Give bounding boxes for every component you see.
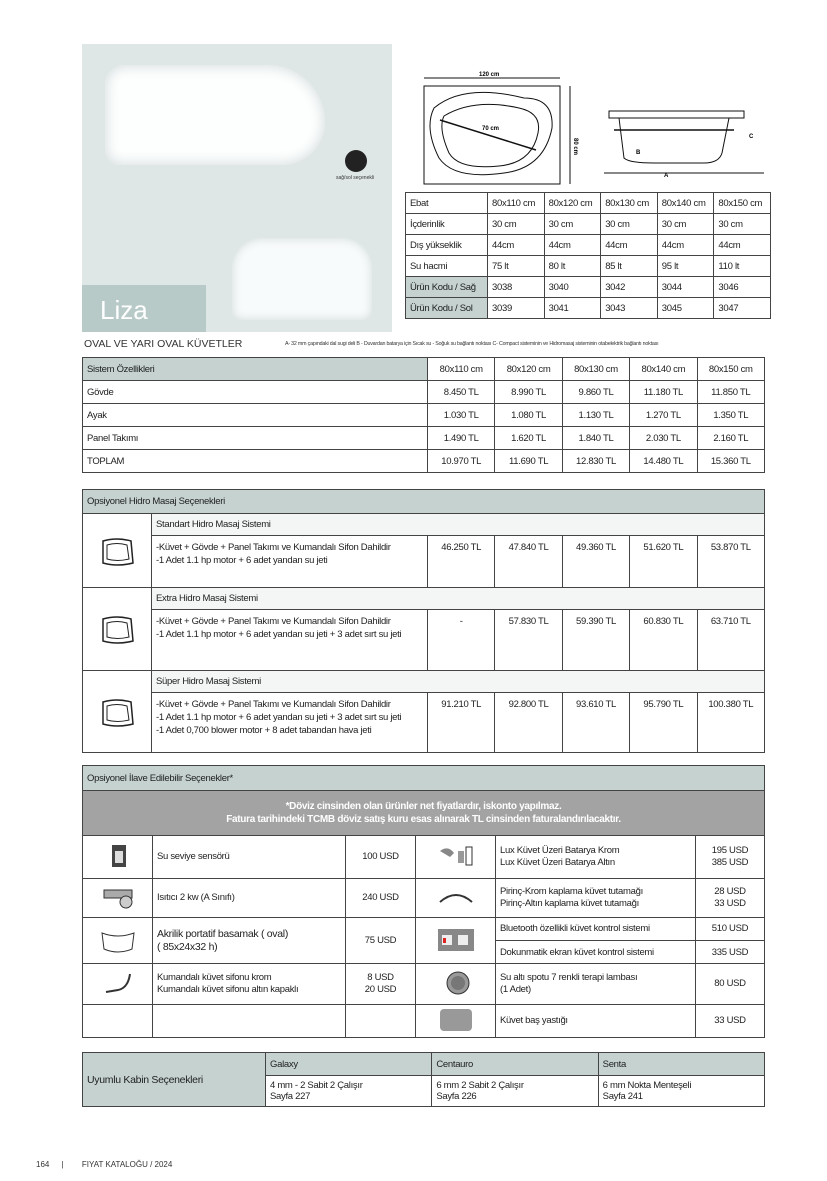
- spec-value: 85 lt: [601, 256, 658, 277]
- hydro-system-desc: [152, 693, 428, 753]
- option-name: [496, 964, 696, 1005]
- price-value: 11.850 TL: [697, 381, 764, 404]
- option-name: [496, 879, 696, 918]
- text-line: -1 Adet 1.1 hp motor + 6 adet yandan su jeti + 3 adet sırt su jeti: [156, 629, 402, 640]
- hydro-price: 92.800 TL: [495, 693, 562, 753]
- spec-value: 80 lt: [544, 256, 601, 277]
- option-name: [496, 836, 696, 879]
- price-value: 1.620 TL: [495, 427, 562, 450]
- specs-table: [405, 192, 771, 319]
- size-header: 80x110 cm: [428, 358, 495, 381]
- text-line: Pirinç-Altın kaplama küvet tutamağı: [500, 898, 639, 909]
- price-value: 1.350 TL: [697, 404, 764, 427]
- text-line: Kumandalı küvet sifonu krom: [157, 972, 272, 983]
- option-price: [346, 836, 416, 879]
- option-price: [696, 941, 765, 964]
- spec-value: 30 cm: [714, 214, 771, 235]
- hydro-price: 63.710 TL: [697, 610, 764, 671]
- option-price: [346, 879, 416, 918]
- spec-value: 3040: [544, 277, 601, 298]
- text-line: -1 Adet 1.1 hp motor + 6 adet yandan su jeti: [156, 555, 328, 566]
- tub-plan-icon: [97, 535, 137, 567]
- option-price: [696, 879, 765, 918]
- price-value: 10.970 TL: [428, 450, 495, 473]
- tub-plan-icon: [97, 696, 137, 728]
- empty-cell: [346, 1005, 416, 1038]
- price-value: 9.860 TL: [562, 381, 629, 404]
- hydro-system-name: Extra Hidro Masaj Sistemi: [152, 588, 765, 610]
- price-label: Gövde: [83, 381, 428, 404]
- spec-row: [406, 193, 771, 214]
- cabin-desc: [266, 1076, 432, 1107]
- hydro-header-row: [83, 490, 765, 514]
- step-icon: [98, 925, 138, 957]
- spec-value: 30 cm: [601, 214, 658, 235]
- hydro-icon-cell: [83, 588, 152, 671]
- cabin-desc: 6 mm Nokta Menteşeli: [602, 1080, 692, 1091]
- spec-value: 80x130 cm: [601, 193, 658, 214]
- pillow-icon: [436, 1005, 476, 1037]
- size-header: 80x140 cm: [630, 358, 697, 381]
- text-line: -Küvet + Gövde + Panel Takımı ve Kumandalı Sifon Dahildir: [156, 699, 391, 710]
- text-line: 33 USD: [714, 1015, 746, 1026]
- price-row: [83, 450, 765, 473]
- point-a-label: A: [664, 173, 669, 179]
- hydro-system-desc: [152, 536, 428, 588]
- option-icon-cell: [416, 1005, 496, 1038]
- option-name: [153, 836, 346, 879]
- price-label: TOPLAM: [83, 450, 428, 473]
- option-icon-cell: [416, 836, 496, 879]
- price-value: 1.490 TL: [428, 427, 495, 450]
- spec-value: 30 cm: [488, 214, 545, 235]
- heater-icon: [98, 882, 138, 914]
- spec-value: 30 cm: [544, 214, 601, 235]
- cabin-name-row: [83, 1053, 765, 1076]
- spec-label: Su hacmi: [406, 256, 488, 277]
- text-line: 28 USD: [714, 886, 746, 897]
- option-price: [346, 964, 416, 1005]
- spec-value: 3039: [488, 298, 545, 319]
- diagonal-dim-label: 70 cm: [482, 126, 500, 132]
- hydro-price: 57.830 TL: [495, 610, 562, 671]
- empty-cell: [83, 1005, 153, 1038]
- options-table: [82, 765, 765, 1038]
- sensor-icon: [98, 841, 138, 873]
- text-line: (1 Adet): [500, 984, 531, 995]
- hydro-massage-table: [82, 489, 765, 753]
- handle-icon: [436, 882, 476, 914]
- text-line: 20 USD: [364, 984, 397, 995]
- hydro-price: 49.360 TL: [562, 536, 629, 588]
- price-value: 12.830 TL: [562, 450, 629, 473]
- hydro-price: 60.830 TL: [630, 610, 697, 671]
- price-value: 1.840 TL: [562, 427, 629, 450]
- control-panel-icon: [436, 925, 476, 957]
- hydro-system-desc: [152, 610, 428, 671]
- price-value: 1.130 TL: [562, 404, 629, 427]
- spec-value: 44cm: [488, 235, 545, 256]
- spec-value: 44cm: [714, 235, 771, 256]
- price-value: 15.360 TL: [697, 450, 764, 473]
- text-line: 240 USD: [362, 892, 399, 903]
- option-row: [83, 879, 765, 918]
- cabin-page: Sayfa 241: [602, 1091, 643, 1102]
- depth-dim-label: 80 cm: [572, 138, 578, 156]
- spotlight-icon: [436, 968, 476, 1000]
- option-name: [153, 879, 346, 918]
- price-value: 2.030 TL: [630, 427, 697, 450]
- siphon-icon: [98, 968, 138, 1000]
- text-line: Lux Küvet Üzeri Batarya Krom: [500, 845, 620, 856]
- options-header: Opsiyonel İlave Edilebilir Seçenekler*: [83, 766, 765, 791]
- price-label: Panel Takımı: [83, 427, 428, 450]
- option-name: [496, 918, 696, 941]
- price-row: [83, 427, 765, 450]
- hydro-price: 93.610 TL: [562, 693, 629, 753]
- spec-value: 3044: [657, 277, 714, 298]
- options-notice-row: [83, 791, 765, 836]
- spec-value: 3041: [544, 298, 601, 319]
- hydro-price: 100.380 TL: [697, 693, 764, 753]
- cabin-desc: 6 mm 2 Sabit 2 Çalışır: [436, 1080, 524, 1091]
- footer-separator: |: [61, 1160, 64, 1169]
- hydro-icon-cell: [83, 514, 152, 588]
- hydro-price: 95.790 TL: [630, 693, 697, 753]
- text-line: Su altı spotu 7 renkli terapi lambası: [500, 972, 638, 983]
- notice-line: *Döviz cinsinden olan ürünler net fiyatlardır, iskonto yapılmaz.: [285, 801, 562, 812]
- cabin-name: Centauro: [432, 1053, 598, 1076]
- faucet-icon: [436, 841, 476, 873]
- spec-value: 3046: [714, 277, 771, 298]
- hydro-price: 51.620 TL: [630, 536, 697, 588]
- text-line: ( 85x24x32 h): [157, 940, 218, 953]
- size-header: 80x150 cm: [697, 358, 764, 381]
- price-value: 11.690 TL: [495, 450, 562, 473]
- cabin-desc: [598, 1076, 764, 1107]
- text-line: 33 USD: [714, 898, 746, 909]
- text-line: 8 USD: [367, 972, 394, 983]
- spec-row: [406, 298, 771, 319]
- option-row: [83, 918, 765, 941]
- text-line: 385 USD: [711, 857, 749, 868]
- text-line: 100 USD: [362, 851, 399, 862]
- text-line: Pirinç-Krom kaplama küvet tutamağı: [500, 886, 643, 897]
- hydro-system-title-row: [83, 671, 765, 693]
- spec-row: [406, 214, 771, 235]
- cabin-page: Sayfa 227: [270, 1091, 311, 1102]
- text-line: Akrilik portatif basamak ( oval): [157, 927, 289, 940]
- product-name: Liza: [82, 285, 206, 332]
- empty-cell: [153, 1005, 346, 1038]
- price-value: 1.080 TL: [495, 404, 562, 427]
- catalog-title: FIYAT KATALOĞU / 2024: [81, 1160, 173, 1169]
- option-row: [83, 964, 765, 1005]
- hydro-system-title-row: [83, 588, 765, 610]
- currency-notice: [83, 791, 765, 836]
- width-dim-label: 120 cm: [479, 72, 500, 78]
- options-header-row: [83, 766, 765, 791]
- technical-drawing: [404, 68, 770, 186]
- price-value: 1.030 TL: [428, 404, 495, 427]
- option-icon-cell: [416, 879, 496, 918]
- page-footer: [36, 1160, 172, 1169]
- option-name: [496, 941, 696, 964]
- option-name: [496, 1005, 696, 1038]
- spec-value: 44cm: [657, 235, 714, 256]
- cabin-label: Uyumlu Kabin Seçenekleri: [83, 1053, 266, 1107]
- price-value: 2.160 TL: [697, 427, 764, 450]
- hydro-price: 46.250 TL: [428, 536, 495, 588]
- size-header: 80x130 cm: [562, 358, 629, 381]
- option-icon-cell: [416, 964, 496, 1005]
- option-row: [83, 836, 765, 879]
- bathtub-panel-image: [232, 238, 372, 320]
- spec-row: [406, 277, 771, 298]
- spec-label: Dış yükseklik: [406, 235, 488, 256]
- hydro-price: 47.840 TL: [495, 536, 562, 588]
- text-line: Lux Küvet Üzeri Batarya Altın: [500, 857, 615, 868]
- option-price: [696, 836, 765, 879]
- option-price: [346, 918, 416, 964]
- text-line: 335 USD: [711, 946, 749, 958]
- hydro-price: 91.210 TL: [428, 693, 495, 753]
- spec-value: 80x140 cm: [657, 193, 714, 214]
- spec-row: [406, 256, 771, 277]
- option-icon-cell: [83, 918, 153, 964]
- size-header: 80x120 cm: [495, 358, 562, 381]
- text-line: 195 USD: [711, 845, 749, 856]
- text-line: Su seviye sensörü: [157, 851, 230, 862]
- price-table: [82, 357, 765, 473]
- text-line: -1 Adet 1.1 hp motor + 6 adet yandan su jeti + 3 adet sırt su jeti: [156, 712, 402, 723]
- cabin-desc: [432, 1076, 598, 1107]
- text-line: Bluetooth özellikli küvet kontrol sistemi: [500, 923, 650, 934]
- spec-label: Ebat: [406, 193, 488, 214]
- text-line: Dokunmatik ekran küvet kontrol sistemi: [500, 946, 654, 958]
- option-name: [153, 918, 346, 964]
- hydro-price: -: [428, 610, 495, 671]
- section-title: OVAL VE YARI OVAL KÜVETLER: [84, 338, 243, 350]
- hydro-system-row: [83, 693, 765, 753]
- option-price: [696, 918, 765, 941]
- price-row: [83, 381, 765, 404]
- spec-value: 80x150 cm: [714, 193, 771, 214]
- text-line: Küvet baş yastığı: [500, 1015, 568, 1026]
- price-value: 14.480 TL: [630, 450, 697, 473]
- text-line: 510 USD: [711, 923, 749, 934]
- text-line: -Küvet + Gövde + Panel Takımı ve Kumandalı Sifon Dahildir: [156, 542, 391, 553]
- text-line: 75 USD: [364, 935, 397, 946]
- price-row: [83, 404, 765, 427]
- hydro-price: 53.870 TL: [697, 536, 764, 588]
- hydro-system-row: [83, 610, 765, 671]
- option-icon-cell: [83, 964, 153, 1005]
- hydro-system-row: [83, 536, 765, 588]
- text-line: 80 USD: [714, 978, 746, 989]
- option-price: [696, 1005, 765, 1038]
- spec-value: 75 lt: [488, 256, 545, 277]
- spec-value: 80x120 cm: [544, 193, 601, 214]
- spec-label: İçderinlik: [406, 214, 488, 235]
- option-price: [696, 964, 765, 1005]
- hydro-system-name: Süper Hidro Masaj Sistemi: [152, 671, 765, 693]
- notice-line: Fatura tarihindeki TCMB döviz satış kuru esas alınarak TL cinsinden faturalandırılacaktır.: [226, 814, 621, 825]
- left-right-option-icon: [345, 150, 367, 172]
- option-icon-cell: [416, 918, 496, 964]
- text-line: -1 Adet 0,700 blower motor + 8 adet tabandan hava jeti: [156, 725, 372, 736]
- spec-row: [406, 235, 771, 256]
- hydro-system-name: Standart Hidro Masaj Sistemi: [152, 514, 765, 536]
- spec-value: 95 lt: [657, 256, 714, 277]
- text-line: Kumandalı küvet sifonu altın kapaklı: [157, 984, 299, 995]
- hydro-price: 59.390 TL: [562, 610, 629, 671]
- price-value: 8.990 TL: [495, 381, 562, 404]
- hydro-header: Opsiyonel Hidro Masaj Seçenekleri: [83, 490, 765, 514]
- price-value: 8.450 TL: [428, 381, 495, 404]
- text-line: -Küvet + Gövde + Panel Takımı ve Kumandalı Sifon Dahildir: [156, 616, 391, 627]
- legend-note: A- 32 mm çapındaki dal sugi deli B - Duvardan batarya için Sıcak su - Soğuk su bağlantı noktası C- Compact sisteminin ve Hidromasaj sisteminin otabelektrik bağlantı noktası: [285, 341, 659, 347]
- page-number: 164: [36, 1160, 50, 1169]
- spec-value: 3043: [601, 298, 658, 319]
- spec-value: 44cm: [601, 235, 658, 256]
- point-c-label: C: [749, 134, 754, 140]
- price-header: Sistem Özellikleri: [83, 358, 428, 381]
- cabin-name: Galaxy: [266, 1053, 432, 1076]
- cabin-desc: 4 mm - 2 Sabit 2 Çalışır: [270, 1080, 363, 1091]
- cabin-options-table: [82, 1052, 765, 1107]
- price-value: 11.180 TL: [630, 381, 697, 404]
- spec-value: 30 cm: [657, 214, 714, 235]
- option-icon-cell: [83, 879, 153, 918]
- spec-value: 110 lt: [714, 256, 771, 277]
- spec-value: 80x110 cm: [488, 193, 545, 214]
- spec-value: 3047: [714, 298, 771, 319]
- spec-label: Ürün Kodu / Sağ: [406, 277, 488, 298]
- cabin-name: Senta: [598, 1053, 764, 1076]
- tub-plan-icon: [97, 613, 137, 645]
- spec-value: 3038: [488, 277, 545, 298]
- hydro-icon-cell: [83, 671, 152, 753]
- option-name: [153, 964, 346, 1005]
- spec-value: 3042: [601, 277, 658, 298]
- point-b-label: B: [636, 150, 641, 156]
- price-value: 1.270 TL: [630, 404, 697, 427]
- hydro-system-title-row: [83, 514, 765, 536]
- option-icon-cell: [83, 836, 153, 879]
- spec-value: 44cm: [544, 235, 601, 256]
- bathtub-top-image: [105, 65, 325, 165]
- spec-value: 3045: [657, 298, 714, 319]
- logo-caption: sağ/sol seçenekli: [336, 175, 375, 181]
- option-row: [83, 1005, 765, 1038]
- cabin-page: Sayfa 226: [436, 1091, 477, 1102]
- spec-label: Ürün Kodu / Sol: [406, 298, 488, 319]
- price-header-row: [83, 358, 765, 381]
- price-label: Ayak: [83, 404, 428, 427]
- text-line: Isıtıcı 2 kw (A Sınıfı): [157, 892, 235, 903]
